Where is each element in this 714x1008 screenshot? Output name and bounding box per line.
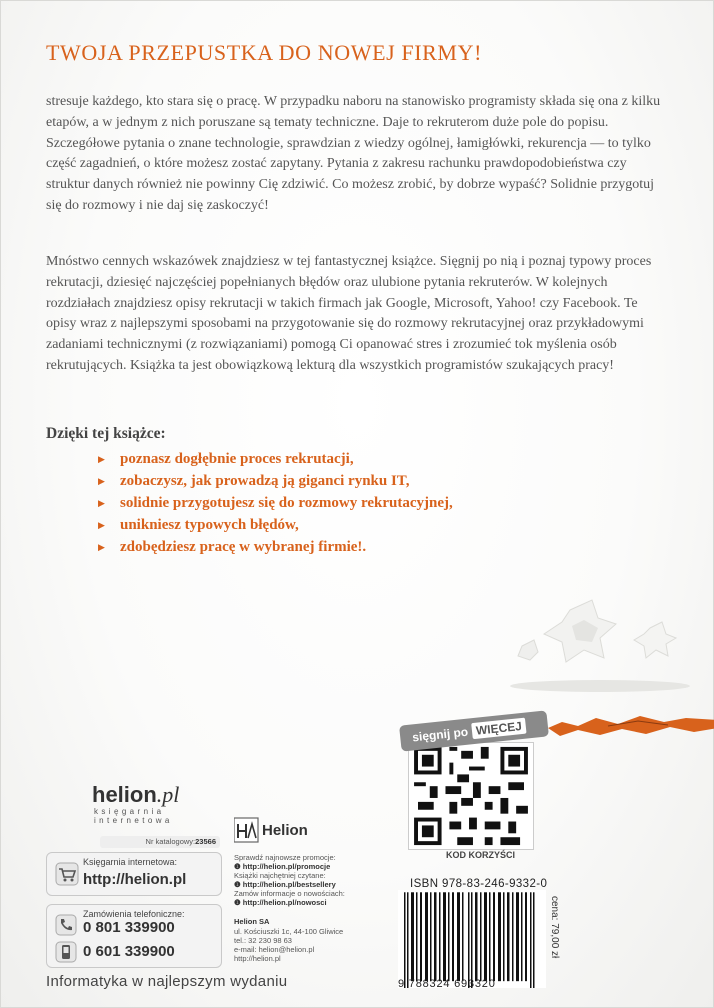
promo-link[interactable]: ❶ http://helion.pl/bestsellery: [234, 880, 336, 889]
benefit-item: [98, 470, 453, 492]
phone-number-1[interactable]: 0 801 339900: [83, 919, 175, 936]
price-label: [546, 896, 566, 986]
origami-illustration: [500, 580, 714, 700]
phone-label: Zamówienia telefoniczne:: [83, 909, 185, 919]
orange-ribbon-decoration: [548, 712, 714, 738]
address-line: tel.: 32 230 98 63: [234, 936, 292, 945]
arrow-bullet-icon: ▶: [98, 498, 105, 508]
description-paragraph-2: Mnóstwo cennych wskazówek znajdziesz w tej fantastycznej książce. Sięgnij po nią i poznaj typowy proces rekrutacji, dziesięć najczęściej popełnianych błędów oraz ulubione pytania rekruterów. W kolejnych rozdziałach znajdziesz opisy rekrutacji w takich firmach jak Google, Microsoft, Yahoo! czy Facebook. Te opisy wraz z najlepszymi sposobami na przygotowanie się do rozmowy rekrutacyjnej oraz przykładowymi zadaniami technicznymi (z rozwiązaniami) pomogą Ci opanować stres i zrozumieć tok myślenia osób rekrutujących. Książka ta jest obowiązkową lekturą dla wszystkich programistów szukających pracy!: [46, 254, 652, 373]
arrow-bullet-icon: ▶: [98, 454, 105, 464]
address-line[interactable]: e-mail: helion@helion.pl: [234, 945, 315, 954]
telephone-icon: [55, 914, 77, 936]
catalog-value: 23566: [195, 837, 216, 846]
logo-main-text: helion: [92, 782, 157, 807]
barcode-icon: [398, 890, 546, 988]
logo-subtitle-line: internetowa: [94, 816, 173, 825]
store-url[interactable]: http://helion.pl: [83, 871, 187, 888]
logo-pl-text: .pl: [156, 782, 180, 807]
description-paragraph-1: stresuje każdego, kto stara się o pracę. W przypadku naboru na stanowisko programisty składa się ona z kilku etapów, a w jednym z nich poruszane są tematy techniczne. Daje to rekruterom duże pole do popisu. Szczegółowe pytania o znane technologie, sprawdzian z wiedzy ogólnej, łamigłówki, rekurencja — to tylko część zagadnień, o które możesz zostać zapytany. Pytania z zakresu rachunku prawdopodobieństwa czy struktur danych również nie powinny Cię zdziwić. Co możesz zrobić, by dobrze wypaść? Solidnie przygotuj się do rozmowy i nie daj się zaskoczyć!: [46, 94, 661, 213]
benefit-item: [98, 536, 453, 558]
benefits-heading: Dzięki tej książce:: [46, 425, 166, 442]
benefit-text: unikniesz typowych błędów,: [120, 517, 299, 533]
benefit-item: [98, 492, 453, 514]
qr-code-frame: [408, 742, 534, 850]
qr-tag-more: WIĘCEJ: [471, 718, 526, 740]
phone-number-2[interactable]: 0 601 339900: [83, 943, 175, 960]
store-label: Księgarnia internetowa:: [83, 857, 178, 867]
shopping-cart-icon: [55, 862, 79, 886]
qr-code-icon: [409, 743, 533, 849]
benefit-text: solidnie przygotujesz się do rozmowy rekrutacyjnej,: [120, 495, 453, 511]
company-name: Helion SA: [234, 917, 270, 926]
arrow-bullet-icon: ▶: [98, 476, 105, 486]
qr-label: KOD KORZYŚCI: [446, 850, 516, 860]
online-store-panel[interactable]: [46, 852, 222, 896]
promo-line: Sprawdź najnowsze promocje:: [234, 853, 336, 862]
promo-link[interactable]: ❶ http://helion.pl/promocje: [234, 862, 331, 871]
price-text: cena: 79,00 zł: [549, 896, 560, 959]
mobile-phone-icon: [55, 941, 77, 963]
catalog-label: Nr katalogowy:: [145, 837, 196, 846]
benefit-text: poznasz dogłębnie proces rekrutacji,: [120, 451, 354, 467]
cover-heading: TWOJA PRZEPUSTKA DO NOWEJ FIRMY!: [46, 40, 482, 65]
address-line: ul. Kościuszki 1c, 44-100 Gliwice: [234, 927, 344, 936]
tagline: Informatyka w najlepszym wydaniu: [46, 973, 288, 990]
logo-subtitle: [94, 807, 173, 825]
benefit-item: [98, 514, 453, 536]
benefit-text: zdobędziesz pracę w wybranej firmie!.: [120, 539, 367, 555]
promo-line: Zamów informacje o nowościach:: [234, 889, 345, 898]
phone-orders-panel: [46, 904, 222, 968]
catalog-number: [100, 836, 220, 848]
benefits-list: [98, 448, 453, 558]
publisher-name: Helion: [262, 822, 308, 839]
logo-subtitle-line: księgarnia: [94, 807, 165, 816]
arrow-bullet-icon: ▶: [98, 542, 105, 552]
benefit-text: zobaczysz, jak prowadzą ją giganci rynku IT,: [120, 473, 410, 489]
arrow-bullet-icon: ▶: [98, 520, 105, 530]
benefit-item: [98, 448, 453, 470]
barcode-number: 9 788324 693320: [398, 978, 496, 990]
helion-pl-logo[interactable]: [92, 782, 179, 808]
qr-tag-text: sięgnij po: [411, 724, 469, 745]
address-line[interactable]: http://helion.pl: [234, 954, 281, 963]
promo-link[interactable]: ❶ http://helion.pl/nowosci: [234, 898, 327, 907]
isbn-text: ISBN 978-83-246-9332-0: [410, 878, 548, 890]
promo-line: Książki najchętniej czytane:: [234, 871, 326, 880]
qr-code-block[interactable]: [392, 712, 554, 872]
